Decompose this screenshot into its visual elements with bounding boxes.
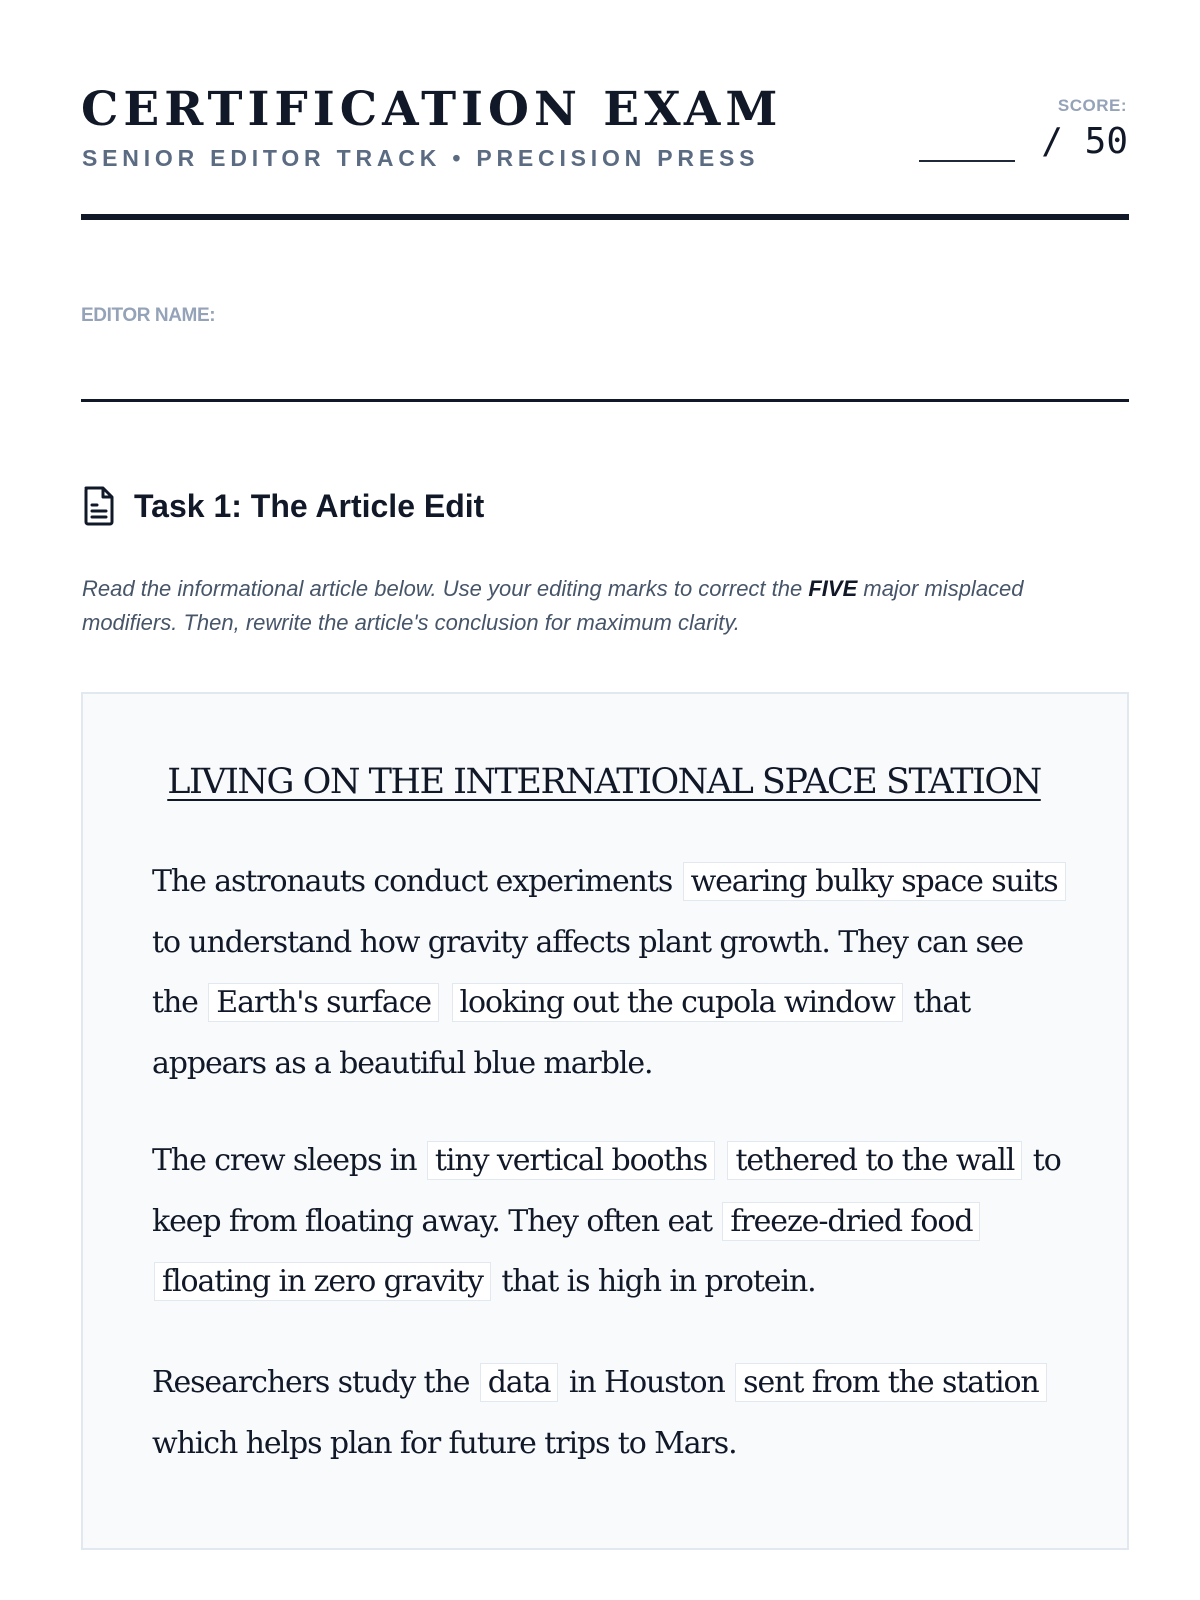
- modifier-phrase[interactable]: sent from the station: [735, 1363, 1047, 1402]
- modifier-phrase[interactable]: tethered to the wall: [727, 1141, 1022, 1180]
- article-paragraph-3: Researchers study the data in Houston sent from the station which helps plan for future trips to Mars.: [152, 1353, 1072, 1474]
- modifier-phrase[interactable]: looking out the cupola window: [452, 983, 903, 1022]
- task-heading: [82, 486, 484, 526]
- article-paragraph-2: The crew sleeps in tiny vertical booths tethered to the wall to keep from floating away. They often eat freeze-dried food floating in zero gravity that is high in protein.: [152, 1143, 1061, 1299]
- editor-name-field[interactable]: [81, 399, 1129, 402]
- modifier-phrase[interactable]: freeze-dried food: [722, 1202, 980, 1241]
- article-paragraph-1: The astronauts conduct experiments wearing bulky space suits to understand how gravity affects plant growth. They can see the Earth's surface looking out the cupola window that appears as a beautiful blue marble.: [152, 852, 1072, 1094]
- modifier-phrase[interactable]: wearing bulky space suits: [683, 862, 1066, 901]
- exam-title: CERTIFICATION EXAM: [81, 82, 783, 137]
- document-icon: [82, 486, 116, 526]
- editor-name-label: EDITOR NAME:: [81, 305, 216, 326]
- modifier-phrase[interactable]: tiny vertical booths: [427, 1141, 715, 1180]
- instructions-emphasis: FIVE: [808, 576, 858, 601]
- score-field: [919, 122, 1128, 162]
- modifier-phrase[interactable]: floating in zero gravity: [154, 1262, 491, 1301]
- article-title: LIVING ON THE INTERNATIONAL SPACE STATION: [167, 762, 1041, 802]
- exam-subtitle: SENIOR EDITOR TRACK • PRECISION PRESS: [82, 145, 760, 171]
- modifier-phrase[interactable]: data: [480, 1363, 559, 1402]
- task-instructions: Read the informational article below. Use your editing marks to correct the FIVE major misplaced modifiers. Then, rewrite the article's conclusion for maximum clarity.: [82, 576, 1024, 635]
- score-total: / 50: [1041, 121, 1128, 162]
- score-blank-input[interactable]: [919, 124, 1015, 162]
- modifier-phrase[interactable]: Earth's surface: [208, 983, 439, 1022]
- header-divider: [81, 214, 1129, 220]
- task-title: Task 1: The Article Edit: [134, 487, 485, 524]
- score-label: SCORE:: [1057, 96, 1127, 115]
